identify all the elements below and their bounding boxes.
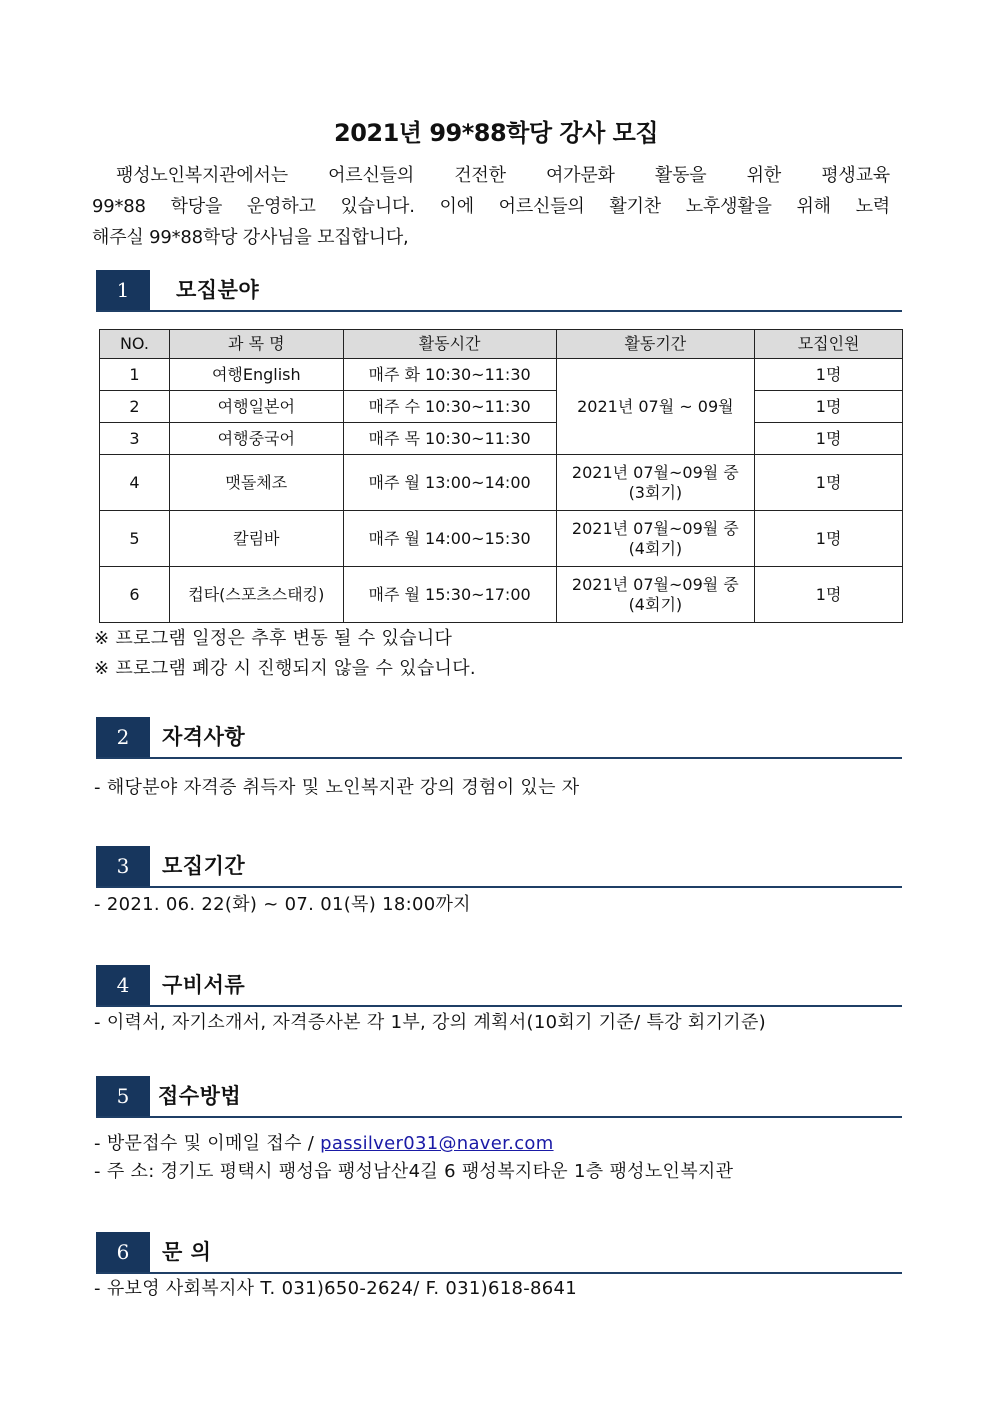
cell-subject: 여행중국어 bbox=[169, 423, 343, 455]
period-sessions: (3회기) bbox=[628, 482, 683, 502]
note-schedule: ※ 프로그램 일정은 추후 변동 될 수 있습니다 bbox=[94, 628, 453, 649]
section-header-reception bbox=[96, 1076, 902, 1118]
section-header-period bbox=[96, 846, 902, 888]
cell-subject: 여행일본어 bbox=[169, 391, 343, 423]
cell-subject: 맷돌체조 bbox=[169, 455, 343, 511]
cell-no: 5 bbox=[100, 511, 170, 567]
cell-count: 1명 bbox=[755, 391, 903, 423]
section-header-contact bbox=[96, 1232, 902, 1274]
header-no: NO. bbox=[100, 330, 170, 359]
contact-text: - 유보영 사회복지사 T. 031)650-2624/ F. 031)618-8641 bbox=[94, 1278, 578, 1299]
period-range: 2021년 07월~09월 중 bbox=[571, 574, 739, 594]
section-title: 자격사항 bbox=[162, 725, 246, 749]
cell-count: 1명 bbox=[755, 359, 903, 391]
header-count: 모집인원 bbox=[755, 330, 903, 359]
intro-paragraph bbox=[92, 160, 890, 253]
section-header-recruit-field bbox=[96, 270, 902, 312]
cell-period bbox=[556, 511, 755, 567]
header-time: 활동시간 bbox=[343, 330, 556, 359]
note-cancel: ※ 프로그램 폐강 시 진행되지 않을 수 있습니다. bbox=[94, 658, 476, 679]
cell-subject: 칼림바 bbox=[169, 511, 343, 567]
table-row bbox=[100, 391, 903, 423]
section-header-qualification bbox=[96, 717, 902, 759]
documents-text: - 이력서, 자기소개서, 자격증사본 각 1부, 강의 계획서(10회기 기준/ 특강 회기기준) bbox=[94, 1012, 766, 1033]
cell-time: 매주 월 15:30~17:00 bbox=[343, 567, 556, 623]
header-period: 활동기간 bbox=[556, 330, 755, 359]
table-row bbox=[100, 511, 903, 567]
recruit-table bbox=[99, 329, 903, 623]
cell-period bbox=[556, 455, 755, 511]
cell-time: 매주 월 14:00~15:30 bbox=[343, 511, 556, 567]
cell-no: 1 bbox=[100, 359, 170, 391]
cell-count: 1명 bbox=[755, 423, 903, 455]
reception-method bbox=[94, 1132, 554, 1156]
section-number: 6 bbox=[96, 1232, 150, 1272]
page-title: 2021년 99*88학당 강사 모집 bbox=[334, 119, 658, 147]
intro-line: 팽성노인복지관에서는 어르신들의 건전한 여가문화 활동을 위한 평생교육 bbox=[116, 165, 890, 186]
period-sessions: (4회기) bbox=[628, 594, 683, 614]
section-header-documents bbox=[96, 965, 902, 1007]
cell-count: 1명 bbox=[755, 455, 903, 511]
section-number: 3 bbox=[96, 846, 150, 886]
section-title: 문 의 bbox=[162, 1240, 212, 1264]
section-number: 4 bbox=[96, 965, 150, 1005]
period-sessions: (4회기) bbox=[628, 538, 683, 558]
cell-time: 매주 수 10:30~11:30 bbox=[343, 391, 556, 423]
table-row bbox=[100, 567, 903, 623]
cell-no: 2 bbox=[100, 391, 170, 423]
cell-time: 매주 화 10:30~11:30 bbox=[343, 359, 556, 391]
cell-time: 매주 월 13:00~14:00 bbox=[343, 455, 556, 511]
section-number: 2 bbox=[96, 717, 150, 757]
section-number: 5 bbox=[96, 1076, 150, 1116]
section-title: 접수방법 bbox=[158, 1084, 242, 1108]
table-row bbox=[100, 455, 903, 511]
cell-no: 4 bbox=[100, 455, 170, 511]
table-row bbox=[100, 359, 903, 391]
reception-prefix: - 방문접수 및 이메일 접수 / bbox=[94, 1133, 321, 1154]
cell-period bbox=[556, 567, 755, 623]
period-range: 2021년 07월~09월 중 bbox=[571, 518, 739, 538]
section-title: 모집기간 bbox=[162, 854, 246, 878]
period-range: 2021년 07월~09월 중 bbox=[571, 462, 739, 482]
period-text: - 2021. 06. 22(화) ~ 07. 01(목) 18:00까지 bbox=[94, 894, 471, 915]
qualification-text: - 해당분야 자격증 취득자 및 노인복지관 강의 경험이 있는 자 bbox=[94, 777, 580, 798]
cell-time: 매주 목 10:30~11:30 bbox=[343, 423, 556, 455]
cell-no: 3 bbox=[100, 423, 170, 455]
header-subject: 과 목 명 bbox=[169, 330, 343, 359]
cell-count: 1명 bbox=[755, 567, 903, 623]
intro-line: 해주실 99*88학당 강사님을 모집합니다, bbox=[92, 227, 409, 248]
table-row bbox=[100, 423, 903, 455]
cell-no: 6 bbox=[100, 567, 170, 623]
section-title: 구비서류 bbox=[162, 973, 246, 997]
section-title: 모집분야 bbox=[176, 278, 260, 302]
intro-line: 99*88 학당을 운영하고 있습니다. 이에 어르신들의 활기찬 노후생활을 위해 노력 bbox=[92, 196, 890, 217]
cell-subject: 여행English bbox=[169, 359, 343, 391]
email-link[interactable]: passilver031@naver.com bbox=[320, 1133, 554, 1154]
reception-address: - 주 소: 경기도 평택시 팽성읍 팽성남산4길 6 팽성복지타운 1층 팽성노인복지관 bbox=[94, 1161, 734, 1182]
cell-subject: 컵타(스포츠스태킹) bbox=[169, 567, 343, 623]
cell-period: 2021년 07월 ~ 09월 bbox=[556, 359, 755, 455]
table-header-row bbox=[100, 330, 903, 359]
cell-count: 1명 bbox=[755, 511, 903, 567]
section-number: 1 bbox=[96, 270, 150, 310]
